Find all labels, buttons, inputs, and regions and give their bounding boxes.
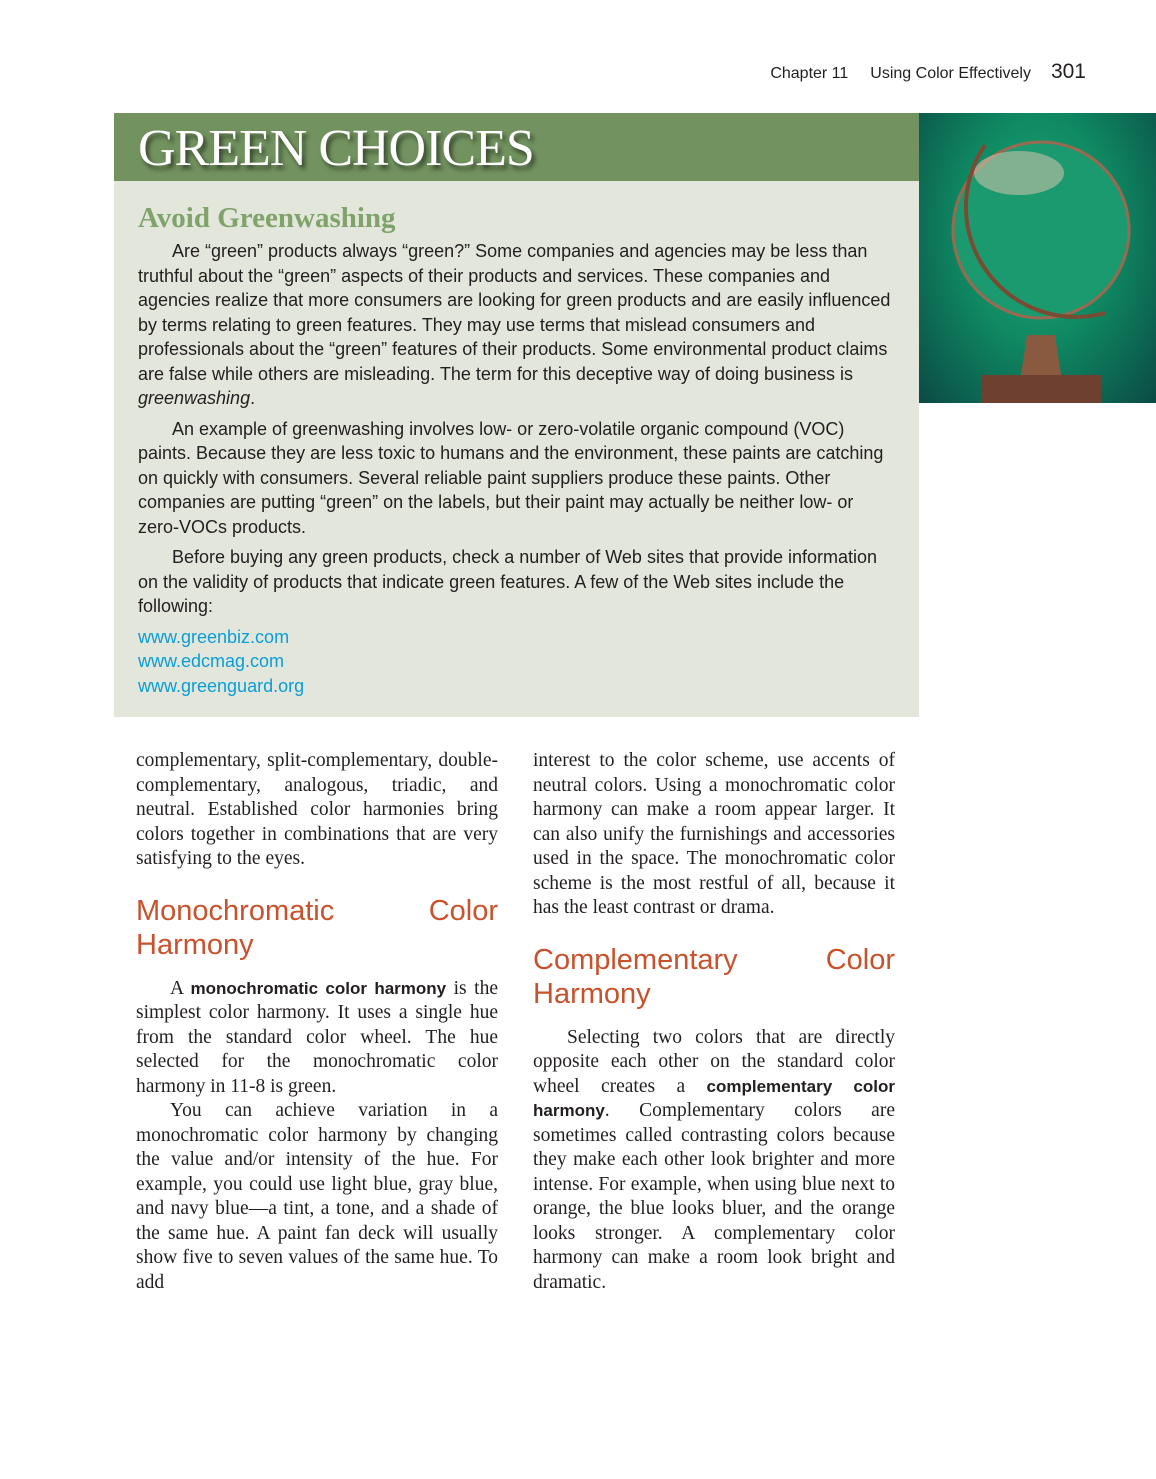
globe-photo [919, 113, 1156, 403]
link-edcmag[interactable]: www.edcmag.com [138, 651, 285, 671]
sidebar-title-bar [114, 113, 919, 181]
text: Selecting two colors that are directly opposite each other on the standard color wheel creates a [533, 1026, 895, 1097]
body-paragraph: interest to the color scheme, use accents of neutral colors. Using a monochromatic color harmony can make a room appear larger. It can also unify the furnishings and accessories used in the space. The monochromatic color scheme is the most restful of all, because it has the least contrast or drama. [533, 750, 895, 918]
link-greenbiz[interactable]: www.greenbiz.com [138, 626, 290, 647]
left-column [136, 749, 498, 1295]
sidebar-subtitle: Avoid Greenwashing [138, 202, 396, 234]
page-number: 301 [1050, 60, 1086, 83]
section-heading-complementary: Complementary Color Harmony [533, 943, 895, 1010]
key-term: complementary color harmony [533, 1076, 895, 1120]
sidebar-paragraph: Are “green” products always “green?” Some companies and agencies may be less than truthful about the “green” aspects of their products and services. These companies and agencies realize that more consumers are looking for green products and are easily influenced by terms relating to green features. They may use terms that mislead consumers and professionals about the “green” features of their products. Some environmental product claims are false while others are misleading. The term for this deceptive way of doing business is greenwashing. [138, 241, 891, 408]
section-heading-monochromatic: Monochromatic Color Harmony [136, 894, 498, 961]
key-term: monochromatic color harmony [190, 978, 447, 998]
term-greenwashing: greenwashing [138, 388, 251, 408]
chapter-title: Using Color Effectively [870, 65, 1031, 82]
running-header [748, 60, 1086, 84]
text: is the simplest color harmony. It uses a single hue from the standard color wheel. The hue selected for the monochromatic color harmony in 11-8 is green. [136, 977, 498, 1097]
chapter-label: Chapter 11 [770, 65, 849, 82]
body-paragraph: You can achieve variation in a monochromatic color harmony by changing the value and/or intensity of the hue. For example, you could use light blue, gray blue, and navy blue—a tint, a tone, and a shade of the same hue. A paint fan deck will usually show five to seven values of the same hue. To add [136, 1100, 498, 1293]
body-paragraph: complementary, split-complementary, double-complementary, analogous, triadic, and neutral. Established color harmonies bring colors together in combinations that are very satisfying to the eyes. [136, 750, 498, 869]
text: . Complementary colors are sometimes called contrasting colors because they make each other look brighter and more intense. For example, when using blue next to orange, the blue looks bluer, and the orange looks stronger. A complementary color harmony can make a room look bright and dramatic. [533, 1100, 895, 1293]
link-greenguard[interactable]: www.greenguard.org [138, 675, 305, 696]
body-paragraph [136, 977, 498, 1100]
right-column [533, 749, 895, 1295]
body-paragraph [533, 1026, 895, 1296]
paragraph-text: Are “green” products always “green?” Some companies and agencies may be less than truthful about the “green” aspects of their products and services. These companies and agencies realize that more consumers are looking for green products and are easily influenced by terms relating to green features. They may use terms that mislead consumers and professionals about the “green” features of their products. Some environmental product claims are false while others are misleading. The term for this deceptive way of doing business is [138, 241, 891, 384]
green-choices-sidebar [114, 113, 919, 717]
text: A [170, 977, 191, 999]
sidebar-paragraph: Before buying any green products, check a number of Web sites that provide information on the validity of products that indicate green features. A few of the Web sites include the following: [138, 547, 878, 616]
sidebar-paragraph: An example of greenwashing involves low- or zero-volatile organic compound (VOC) paints. Because they are less toxic to humans and the environment, these paints are catching on quickly with consumers. Several reliable paint suppliers produce these paints. Other companies are putting “green” on the labels, but their paint may actually be neither low- or zero-VOCs products. [138, 418, 884, 537]
sidebar-title: GREEN CHOICES [138, 120, 534, 177]
